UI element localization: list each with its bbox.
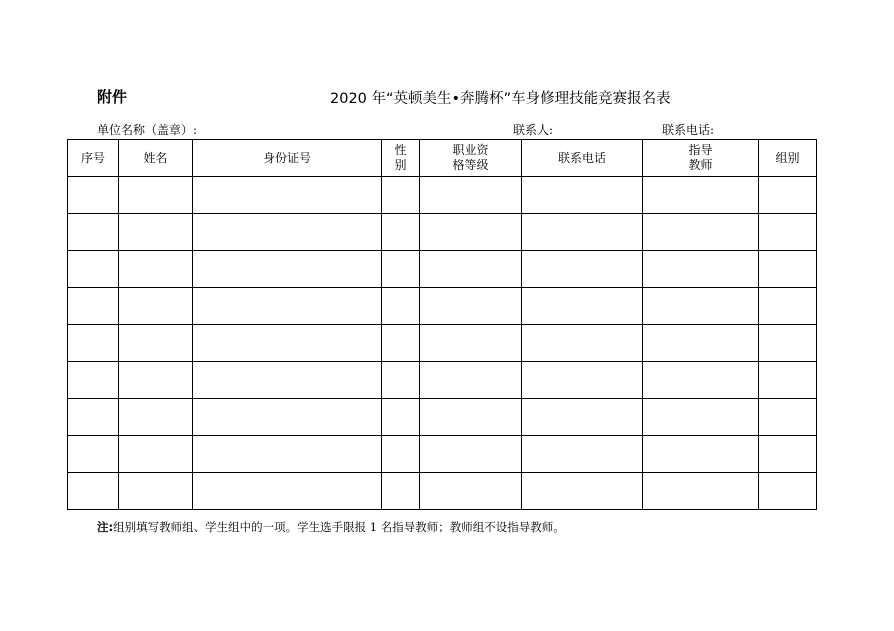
table-row (68, 325, 817, 362)
cell-seq[interactable] (68, 325, 119, 362)
table-row (68, 362, 817, 399)
cell-gender[interactable] (382, 362, 420, 399)
cell-seq[interactable] (68, 177, 119, 214)
form-title: 2020 年“英顿美生•奔腾杯”车身修理技能竞赛报名表 (330, 91, 671, 107)
column-header-gender-line1: 性 (394, 143, 407, 157)
unit-name-label: 单位名称（盖章）: (97, 123, 198, 137)
cell-gender[interactable] (382, 436, 420, 473)
footnote-label: 注: (97, 520, 114, 534)
cell-qualification[interactable] (420, 436, 522, 473)
cell-qualification[interactable] (420, 399, 522, 436)
cell-phone[interactable] (522, 362, 643, 399)
cell-group[interactable] (759, 362, 817, 399)
attachment-label: 附件 (97, 88, 128, 106)
cell-name[interactable] (119, 177, 193, 214)
column-header-qualification (420, 140, 522, 177)
cell-id-number[interactable] (193, 362, 382, 399)
column-header-gender-line2: 别 (394, 158, 407, 172)
cell-qualification[interactable] (420, 177, 522, 214)
column-header-mentor-line1: 指导 (688, 143, 713, 157)
cell-phone[interactable] (522, 177, 643, 214)
cell-mentor[interactable] (643, 214, 759, 251)
cell-phone[interactable] (522, 251, 643, 288)
cell-gender[interactable] (382, 288, 420, 325)
cell-gender[interactable] (382, 325, 420, 362)
cell-mentor[interactable] (643, 399, 759, 436)
table-row (68, 399, 817, 436)
cell-group[interactable] (759, 473, 817, 510)
cell-mentor[interactable] (643, 362, 759, 399)
cell-group[interactable] (759, 399, 817, 436)
cell-seq[interactable] (68, 436, 119, 473)
registration-table (67, 139, 817, 510)
column-header-name: 姓名 (119, 140, 193, 177)
table-row (68, 214, 817, 251)
column-header-qualification-line2: 格等级 (452, 158, 489, 172)
cell-seq[interactable] (68, 473, 119, 510)
cell-gender[interactable] (382, 251, 420, 288)
contact-phone-label: 联系电话: (662, 123, 715, 137)
cell-group[interactable] (759, 214, 817, 251)
cell-qualification[interactable] (420, 473, 522, 510)
cell-name[interactable] (119, 473, 193, 510)
cell-phone[interactable] (522, 399, 643, 436)
table-row (68, 177, 817, 214)
cell-gender[interactable] (382, 177, 420, 214)
footnote (97, 519, 565, 535)
column-header-mentor (643, 140, 759, 177)
cell-id-number[interactable] (193, 399, 382, 436)
cell-phone[interactable] (522, 325, 643, 362)
cell-id-number[interactable] (193, 325, 382, 362)
table-row (68, 288, 817, 325)
cell-seq[interactable] (68, 399, 119, 436)
table-body (68, 177, 817, 510)
cell-name[interactable] (119, 288, 193, 325)
column-header-mentor-line2: 教师 (688, 158, 713, 172)
table-row (68, 473, 817, 510)
cell-qualification[interactable] (420, 288, 522, 325)
cell-phone[interactable] (522, 214, 643, 251)
cell-group[interactable] (759, 288, 817, 325)
cell-name[interactable] (119, 436, 193, 473)
cell-mentor[interactable] (643, 177, 759, 214)
cell-id-number[interactable] (193, 288, 382, 325)
cell-gender[interactable] (382, 399, 420, 436)
cell-mentor[interactable] (643, 251, 759, 288)
cell-id-number[interactable] (193, 214, 382, 251)
contact-person-label: 联系人: (513, 123, 554, 137)
column-header-qualification-line1: 职业资 (452, 143, 489, 157)
cell-id-number[interactable] (193, 177, 382, 214)
table-row (68, 436, 817, 473)
cell-id-number[interactable] (193, 436, 382, 473)
column-header-seq: 序号 (68, 140, 119, 177)
cell-qualification[interactable] (420, 362, 522, 399)
cell-name[interactable] (119, 214, 193, 251)
cell-name[interactable] (119, 325, 193, 362)
column-header-group: 组别 (759, 140, 817, 177)
cell-group[interactable] (759, 177, 817, 214)
cell-phone[interactable] (522, 288, 643, 325)
column-header-id-number: 身份证号 (193, 140, 382, 177)
cell-qualification[interactable] (420, 325, 522, 362)
cell-phone[interactable] (522, 473, 643, 510)
table-header-row (68, 140, 817, 177)
cell-mentor[interactable] (643, 325, 759, 362)
footnote-text: 组别填写教师组、学生组中的一项。学生选手限报 1 名指导教师；教师组不设指导教师。 (113, 520, 565, 534)
cell-seq[interactable] (68, 362, 119, 399)
cell-phone[interactable] (522, 436, 643, 473)
cell-group[interactable] (759, 251, 817, 288)
cell-id-number[interactable] (193, 473, 382, 510)
cell-mentor[interactable] (643, 288, 759, 325)
cell-seq[interactable] (68, 288, 119, 325)
cell-seq[interactable] (68, 214, 119, 251)
cell-name[interactable] (119, 362, 193, 399)
table-row (68, 251, 817, 288)
cell-group[interactable] (759, 325, 817, 362)
cell-qualification[interactable] (420, 214, 522, 251)
cell-mentor[interactable] (643, 436, 759, 473)
cell-gender[interactable] (382, 473, 420, 510)
cell-gender[interactable] (382, 214, 420, 251)
cell-name[interactable] (119, 251, 193, 288)
cell-seq[interactable] (68, 251, 119, 288)
cell-name[interactable] (119, 399, 193, 436)
column-header-gender (382, 140, 420, 177)
cell-id-number[interactable] (193, 251, 382, 288)
column-header-phone: 联系电话 (522, 140, 643, 177)
cell-mentor[interactable] (643, 473, 759, 510)
cell-group[interactable] (759, 436, 817, 473)
cell-qualification[interactable] (420, 251, 522, 288)
